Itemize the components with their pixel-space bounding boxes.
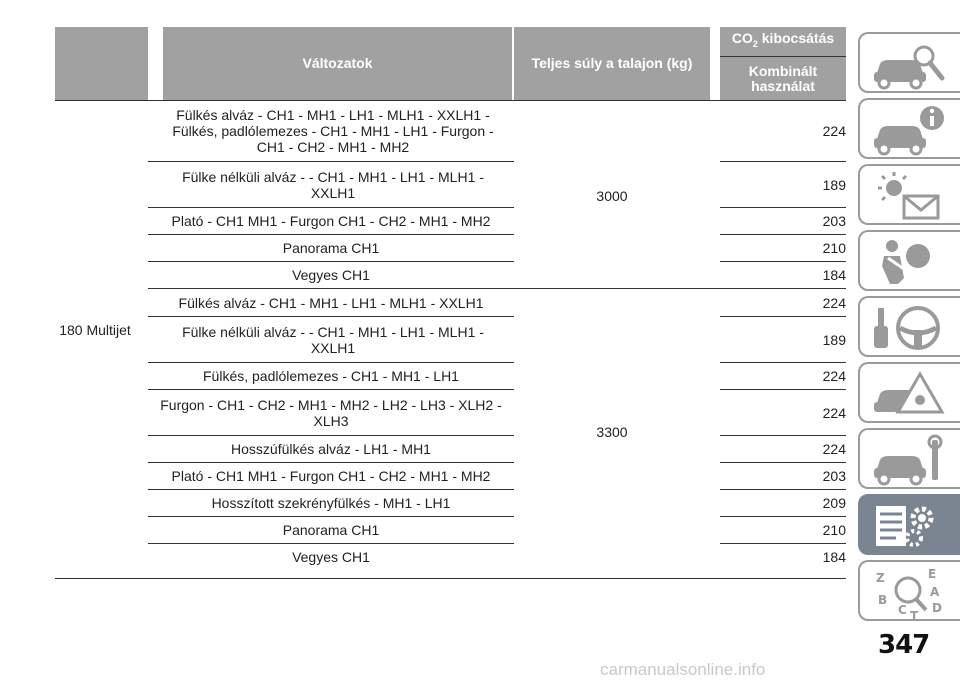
header-combined [720,57,846,100]
row-line [148,161,514,162]
variant-cell: Fülkés alváz - CH1 - MH1 - LH1 - MLH1 - XXLH1 [178,294,484,311]
weight-cell: 3300 [596,424,628,440]
svg-text:D: D [932,601,942,615]
co2-cell: 189 [822,331,846,348]
side-tab-car-info[interactable] [858,98,960,159]
car-crash-icon [870,368,952,420]
watermark: carmanualsonline.info [600,660,766,679]
side-tab-airbag-seat[interactable] [858,230,960,291]
engine-cell: 180 Multijet [59,322,131,338]
co2-cell: 203 [822,468,846,484]
side-tab-car-crash[interactable] [858,362,960,423]
variant-cell: Panorama CH1 [282,522,380,538]
variant-cell: Plató - CH1 MH1 - Furgon CH1 - CH2 - MH1 - MH2 [171,213,491,229]
co2-cell: 224 [822,441,846,457]
co2-cell: 210 [822,522,846,538]
co2-cell: 209 [822,495,846,511]
table-top-line [55,100,846,101]
svg-text:C: C [898,603,907,617]
co2-cell: 224 [822,294,846,311]
co2-cell: 184 [822,549,846,565]
index-letters-icon [870,566,952,622]
co2-cell: 189 [822,176,846,193]
row-line [720,161,846,162]
header-blank-col [55,27,148,100]
variant-cell: Panorama CH1 [282,240,380,256]
svg-text:B: B [878,593,888,607]
side-tab-warning-lights[interactable] [858,164,960,225]
header-weight [514,27,710,100]
warning-lights-icon [870,170,952,222]
side-tab-technical-data[interactable] [858,494,960,555]
header-variants-label: Változatok [302,55,373,71]
header-combined-label: Kombinált használat [748,62,818,94]
side-tab-car-maintenance[interactable] [858,428,960,489]
svg-text:A: A [930,585,940,599]
variant-cell: Fülkés alváz - CH1 - MH1 - LH1 - MLH1 - XXLH1 - Fülkés, padlólemezes - CH1 - MH1 - LH1 - Furgon - CH1 - CH2 - MH1 - MH2 [172,107,494,155]
variant-cell: Fülke nélküli alváz - - CH1 - MH1 - LH1 - MLH1 - XXLH1 [182,168,484,201]
key-steering-wheel-icon [870,302,952,354]
side-tab-index[interactable] [858,560,960,621]
svg-text:T: T [910,609,919,622]
variant-cell: Furgon - CH1 - CH2 - MH1 - MH2 - LH2 - LH3 - XLH2 - XLH3 [160,396,502,429]
variant-cell: Plató - CH1 MH1 - Furgon CH1 - CH2 - MH1 - MH2 [171,468,491,484]
car-info-icon [870,104,952,156]
header-co2 [720,27,846,56]
airbag-seat-icon [870,236,952,288]
variant-cell: Fülke nélküli alváz - - CH1 - MH1 - LH1 - MLH1 - XXLH1 [182,323,484,356]
variant-cell: Vegyes CH1 [292,549,370,565]
car-search-icon [870,38,952,90]
header-weight-label: Teljes súly a talajon (kg) [531,55,693,71]
technical-data-icon [870,500,952,552]
variant-cell: Vegyes CH1 [292,267,370,283]
co2-cell: 210 [822,240,846,256]
header-variants [163,27,512,100]
weight-cell: 3000 [596,188,628,204]
svg-text:Z: Z [876,571,885,585]
side-tab-car-search[interactable] [858,32,960,93]
co2-cell: 203 [822,213,846,229]
page-number: 347 [878,630,930,660]
table-bottom-line [55,578,846,579]
co2-cell: 224 [822,368,846,384]
side-tab-key-steering[interactable] [858,296,960,357]
variant-cell: Hosszúfülkés alváz - LH1 - MH1 [231,441,431,457]
variant-cell: Hosszított szekrényfülkés - MH1 - LH1 [211,495,451,511]
variant-cell: Fülkés, padlólemezes - CH1 - MH1 - LH1 [203,368,459,384]
car-maintenance-icon [870,434,952,486]
co2-cell: 184 [822,267,846,283]
co2-cell: 224 [822,123,846,139]
header-co2-label: $CO_2$ kibocsátás [731,30,835,49]
co2-cell: 224 [822,404,846,421]
svg-text:E: E [928,567,937,581]
